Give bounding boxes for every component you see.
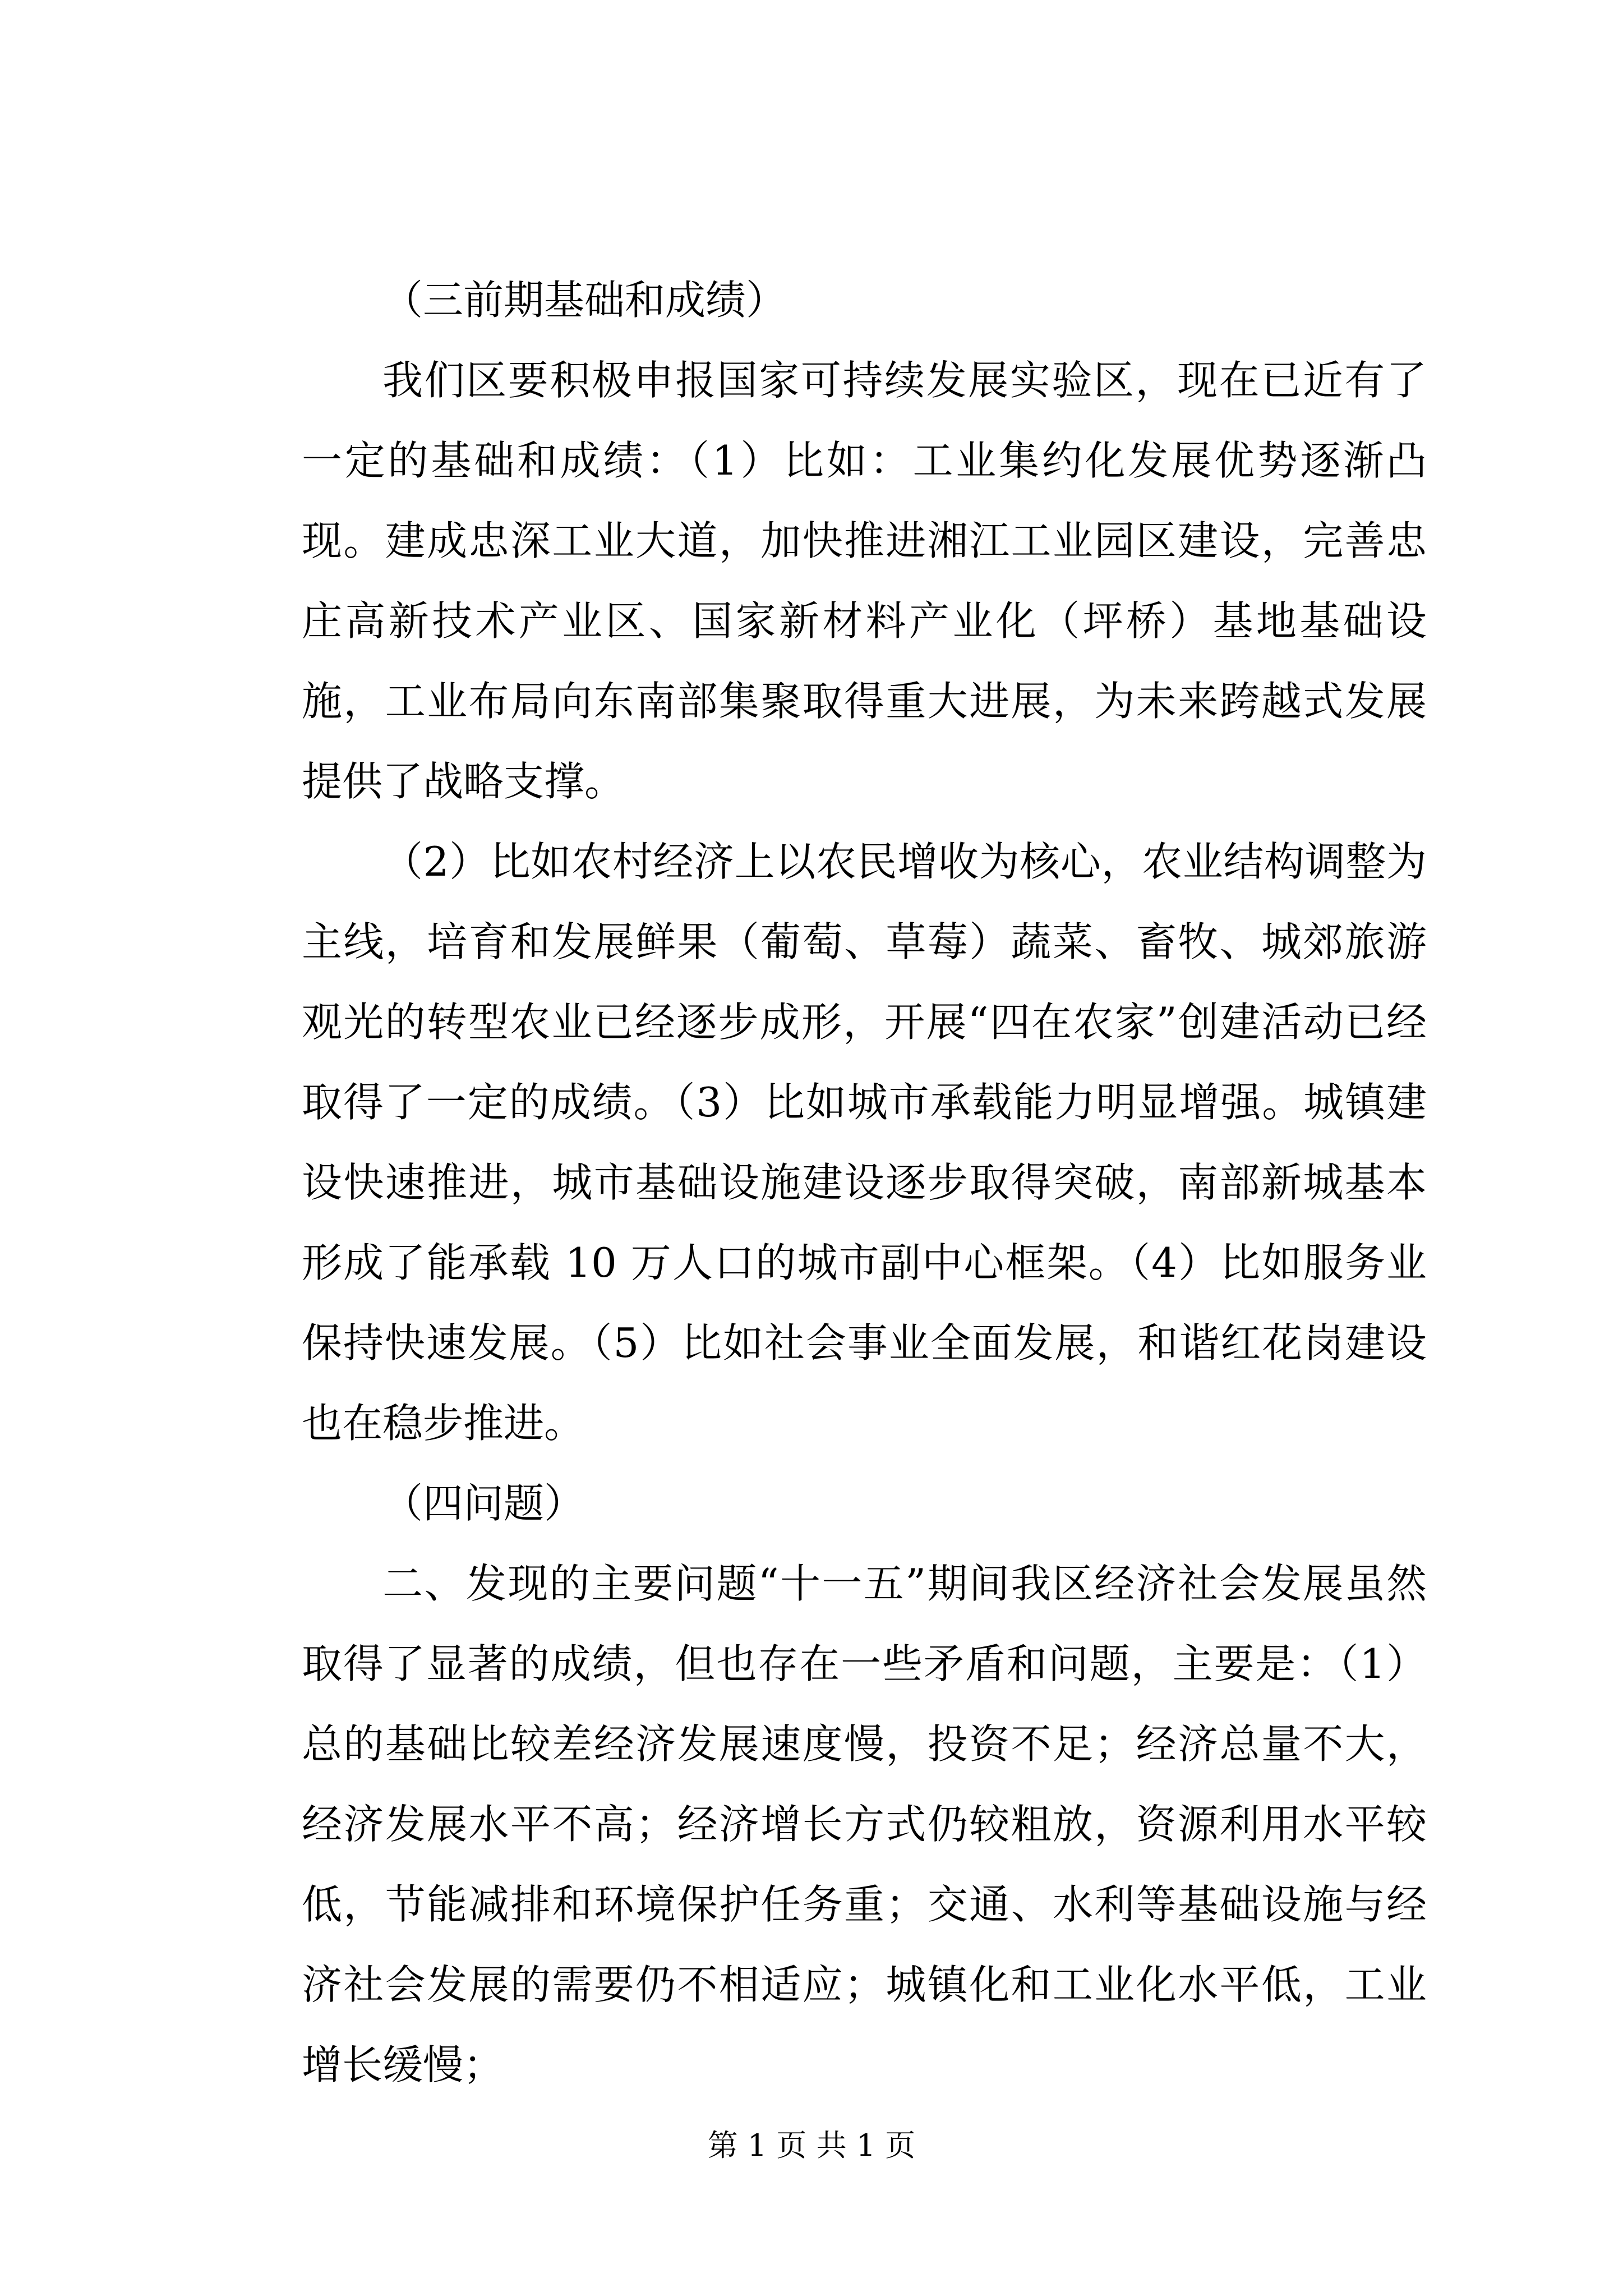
paragraph-foundation-intro: 我们区要积极申报国家可持续发展实验区，现在已近有了一定的基础和成绩：（1）比如：工业集约化发展优势逐渐凸现。建成忠深工业大道，加快推进湘江工业园区建设，完善忠庄高新技术产业区、国家新材料产业化（坪桥）基地基础设施，工业布局向东南部集聚取得重大进展，为未来跨越式发展提供了战略支撑。 bbox=[302, 357, 1427, 805]
paragraph-problems: 二、发现的主要问题“十一五”期间我区经济社会发展虽然取得了显著的成绩，但也存在一些矛盾和问题，主要是：（1）总的基础比较差经济发展速度慢，投资不足；经济总量不大，经济发展水平不高；经济增长方式仍较粗放，资源利用水平较低，节能减排和环境保护任务重；交通、水利等基础设施与经济社会发展的需要仍不相适应；城镇化和工业化水平低，工业增长缓慢； bbox=[302, 1560, 1427, 2088]
page-footer: 第 1 页 共 1 页 bbox=[707, 2128, 916, 2163]
paragraph-achievements: （2）比如农村经济上以农民增收为核心，农业结构调整为主线，培育和发展鲜果（葡萄、草莓）蔬菜、畜牧、城郊旅游观光的转型农业已经逐步成形，开展“四在农家”创建活动已经取得了一定的成绩。（3）比如城市承载能力明显增强。城镇建设快速推进，城市基础设施建设逐步取得突破，南部新城基本形成了能承载 10 万人口的城市副中心框架。（4）比如服务业保持快速发展。（5）比如社会事业全面发展，和谐红花岗建设也在稳步推进。 bbox=[302, 838, 1427, 1447]
section-heading-problems: （四问题） bbox=[382, 1480, 585, 1527]
document-body bbox=[302, 260, 1427, 2105]
section-heading-foundation: （三前期基础和成绩） bbox=[382, 277, 787, 324]
